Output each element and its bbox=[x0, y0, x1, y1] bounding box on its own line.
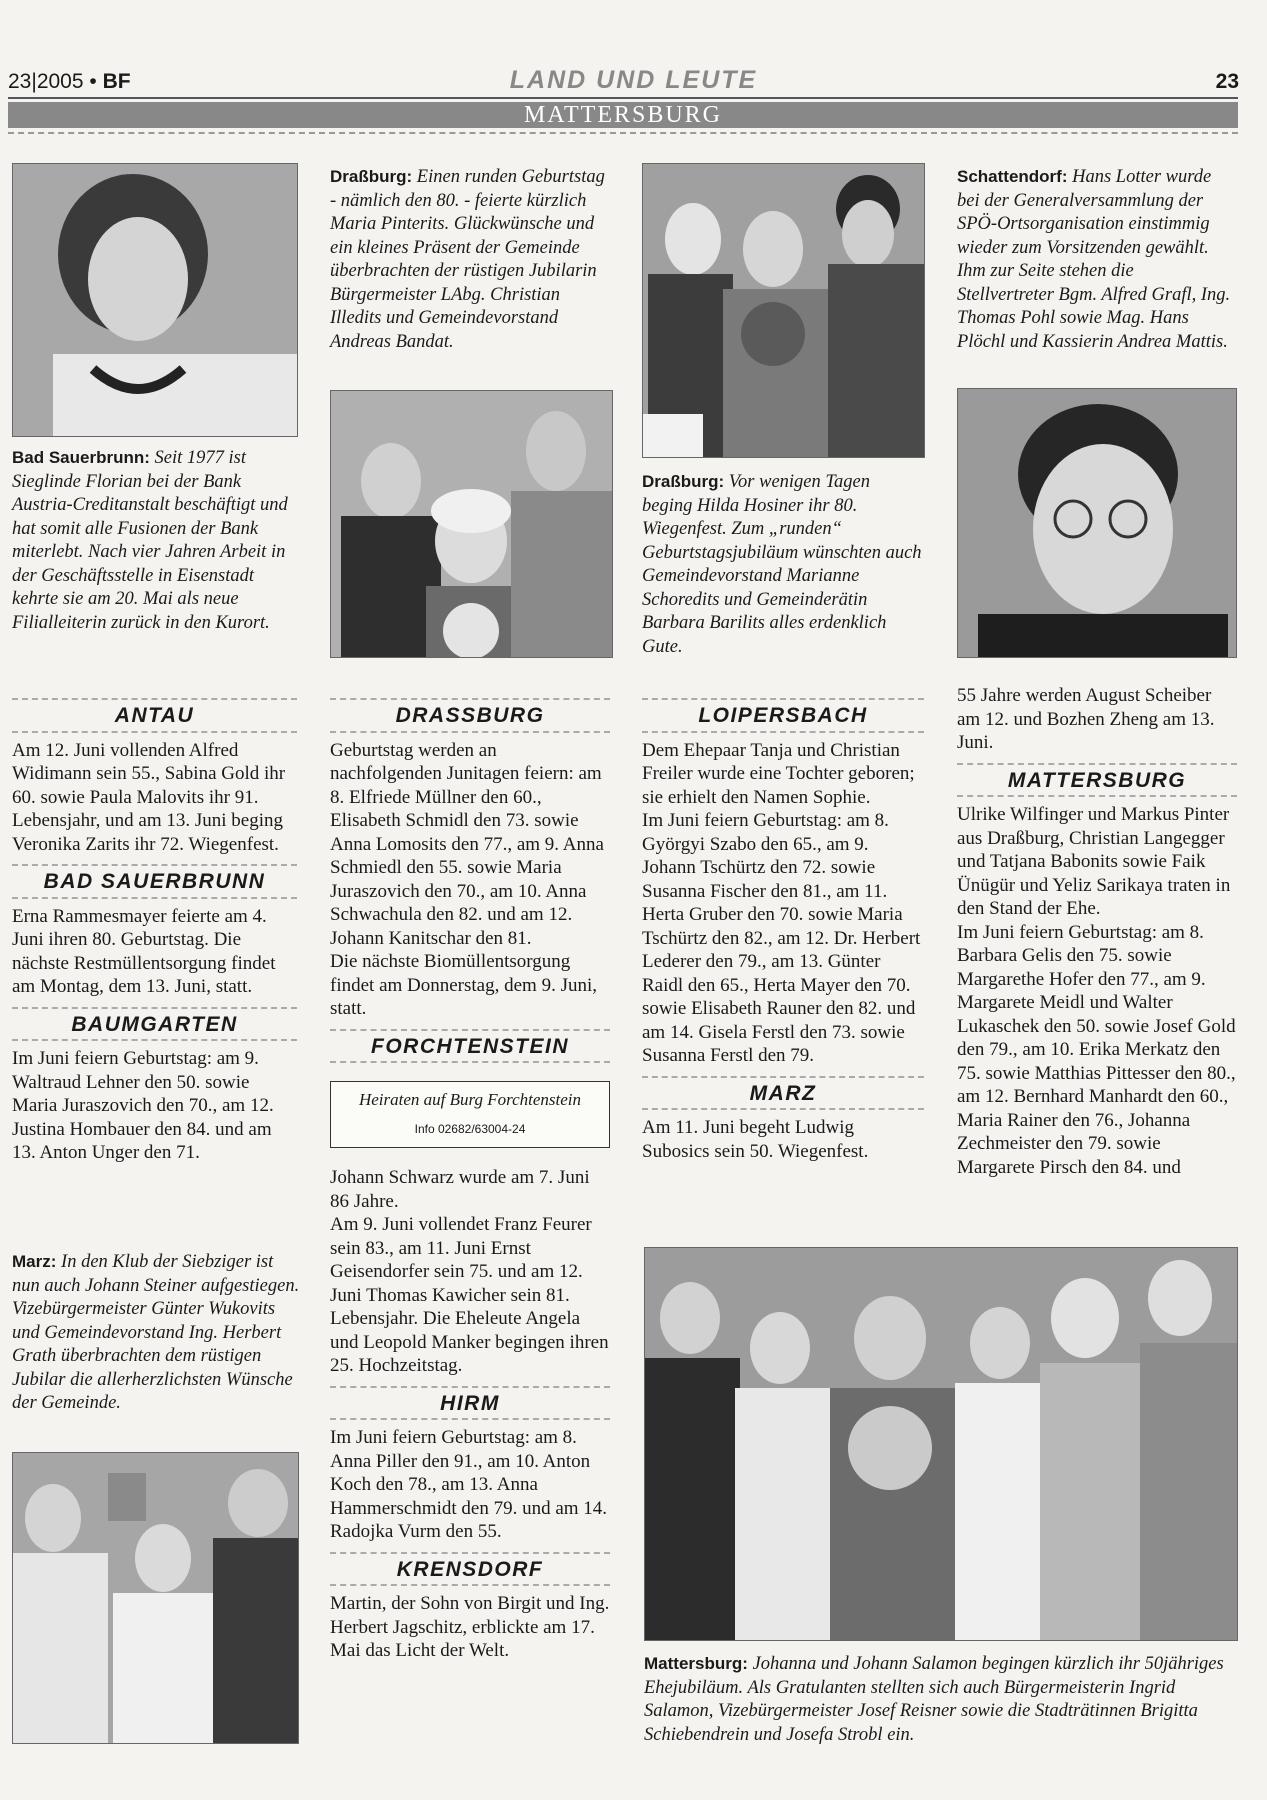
text-antau: Am 12. Juni vollenden Alfred Widimann sein 55., Sabina Gold ihr 60. sowie Paula Malovits ihr 91. Lebensjahr, und am 13. Juni beging Veronika Zarits ihr 72. Wiegenfest. bbox=[12, 739, 286, 855]
brand: BF bbox=[102, 70, 131, 93]
column-1 bbox=[12, 690, 297, 1165]
column-2 bbox=[330, 690, 610, 1663]
photo-salamon-jubilee bbox=[644, 1247, 1238, 1641]
caption-mattersburg: Mattersburg: Johanna und Johann Salamon begingen kürzlich ihr 50jähriges Ehejubiläum. Als Gratulanten stellten sich auch Bürgermeisterin Ingrid Salamon, Vizebürgermeister Josef Reisner sowie die Stadträtinnen Brigitta Schiebendrein und Josefa Strobl ein. bbox=[644, 1654, 1224, 1745]
text-forchtenstein-2: Am 9. Juni vollendet Franz Feurer sein 83., am 11. Juni Ernst Geisendorfer sein 75. und am 12. Juni Thomas Kawicher sein 81. Lebensjahr. Die Eheleute Angela und Leopold Manker begingen ihren 25. Hochzeitstag. bbox=[330, 1214, 609, 1376]
caption-bad-sauerbrunn: Bad Sauerbrunn: Seit 1977 ist Sieglinde Florian bei der Bank Austria-Creditanstalt beschäftigt und hat somit alle Fusionen der Bank miterlebt. Nach vier Jahren Arbeit in der Geschäftsstelle in Eisenstadt kehrte sie am 20. Mai als neue Filialleiterin zurück in den Kurort. bbox=[12, 448, 288, 633]
text-mattersburg: Ulrike Wilfinger und Markus Pinter aus Draßburg, Christian Langegger und Tatjana Babonits sowie Faik Ünügür und Yeliz Sarikaya traten in den Stand der Ehe. bbox=[957, 804, 1231, 919]
heading-bad-sauerbrunn: BAD SAUERBRUNN bbox=[12, 864, 297, 899]
heading-marz: MARZ bbox=[642, 1076, 924, 1111]
heading-loipersbach: LOIPERSBACH bbox=[642, 698, 924, 733]
heading-mattersburg: MATTERSBURG bbox=[957, 763, 1237, 798]
text-marz: Am 11. Juni begeht Ludwig Subosics sein 50. Wiegenfest. bbox=[642, 1117, 869, 1162]
photo-johann-steiner bbox=[12, 1452, 299, 1744]
heading-baumgarten: BAUMGARTEN bbox=[12, 1007, 297, 1042]
caption-drassburg-hosiner: Draßburg: Vor wenigen Tagen beging Hilda Hosiner ihr 80. Wiegenfest. Zum „runden“ Geburtstagsjubiläum wünschten auch Gemeindevorstand Marianne Schoredits und Gemeinderätin Barbara Barilits alles erdenklich Gute. bbox=[642, 472, 922, 657]
issue-info: 23|2005 • BF bbox=[8, 70, 131, 93]
ad-info: Info 02682/63004-24 bbox=[414, 1121, 526, 1136]
caption-drassburg-pinterits: Draßburg: Einen runden Geburtstag - nämlich den 80. - feierte kürzlich Maria Pinterits. Glückwünsche und ein kleines Präsent der Gemeinde überbrachten der rüstigen Jubilarin Bürgermeister LAbg. Christian Illedits und Gemeindevorstand Andreas Bandat. bbox=[330, 167, 605, 352]
text-continuation: 55 Jahre werden August Scheiber am 12. und Bozhen Zheng am 13. Juni. bbox=[957, 685, 1215, 753]
text-loipersbach: Dem Ehepaar Tanja und Christian Freiler wurde eine Tochter geboren; sie erhielt den Namen Sophie. bbox=[642, 739, 915, 808]
text-forchtenstein: Johann Schwarz wurde am 7. Juni 86 Jahre. bbox=[330, 1167, 590, 1212]
text-baumgarten: Im Juni feiern Geburtstag: am 9. Waltraud Lehner den 50. sowie Maria Juraszovich den 70., am 12. Justina Hombauer den 84. und am 13. Anton Unger den 71. bbox=[12, 1048, 274, 1163]
column-3 bbox=[642, 690, 924, 1163]
caption-schattendorf: Schattendorf: Hans Lotter wurde bei der Generalversammlung der SPÖ-Ortsorganisation einstimmig wieder zum Vorsitzenden gewählt. Ihm zur Seite stehen die Stellvertreter Bgm. Alfred Grafl, Ing. Thomas Pohl sowie Mag. Hans Plöchl und Kassierin Andrea Mattis. bbox=[957, 167, 1231, 352]
text-mattersburg-2: Im Juni feiern Geburtstag: am 8. Barbara Gelis den 75. sowie Margarethe Hofer den 77., am 9. Margarete Meidl und Walter Lukaschek den 50. sowie Josef Gold den 79., am 10. Erika Merkatz den 75. sowie Matthias Pittesser den 80., am 12. Bernhard Manhardt den 60., Maria Rainer den 76., Johanna Zechmeister den 79. sowie Margarete Pirsch den 84. und bbox=[957, 921, 1236, 1178]
page-number: 23 bbox=[1215, 70, 1239, 93]
text-krensdorf: Martin, der Sohn von Birgit und Ing. Herbert Jagschitz, erblickte am 17. Mai das Licht der Welt. bbox=[330, 1593, 610, 1661]
advertisement-box bbox=[330, 1081, 610, 1148]
header-rule bbox=[8, 97, 1238, 99]
heading-forchtenstein: FORCHTENSTEIN bbox=[330, 1029, 610, 1064]
text-bad-sauerbrunn: Erna Rammesmayer feierte am 4. Juni ihren 80. Geburtstag. Die nächste Restmüllentsorgung findet am Montag, dem 13. Juni, statt. bbox=[12, 905, 276, 997]
ad-title: Heiraten auf Burg Forchtenstein bbox=[358, 1090, 582, 1109]
section-title: LAND UND LEUTE bbox=[509, 66, 758, 94]
caption-marz: Marz: In den Klub der Siebziger ist nun auch Johann Steiner aufgestiegen. Vizebürgermeister Günter Wukovits und Gemeindevorstand Ing. Herbert Grath überbrachten dem rüstigen Jubilar die allerherzlichsten Wünsche der Gemeinde. bbox=[12, 1252, 300, 1413]
region-bar: MATTERSBURG bbox=[8, 102, 1238, 128]
photo-hilda-hosiner bbox=[642, 163, 925, 458]
text-drassburg-2: Die nächste Biomüllentsorgung findet am Donnerstag, dem 9. Juni, statt. bbox=[330, 951, 598, 1019]
text-drassburg: Geburtstag werden an nachfolgenden Junitagen feiern: am 8. Elfriede Müllner den 60., Elisabeth Schmidl den 73. sowie Anna Lomosits den 77., am 9. Anna Schmiedl den 55. sowie Maria Juraszovich den 70., am 10. Anna Schwachula den 82. und am 12. Johann Kanitschar den 81. bbox=[330, 739, 604, 949]
text-loipersbach-2: Im Juni feiern Geburtstag: am 8. Györgyi Szabo den 65., am 9. Johann Tschürtz den 72. sowie Susanna Fischer den 81., am 11. Herta Gruber den 70. sowie Maria Tschürtz den 82., am 12. Dr. Herbert Lederer den 79., am 13. Günter Raidl den 65., Herta Mayer den 70. sowie Elisabeth Rauner den 82. und am 14. Gisela Ferstl den 73. sowie Susanna Ferstl den 79. bbox=[642, 810, 921, 1066]
heading-drassburg: DRASSBURG bbox=[330, 698, 610, 733]
heading-krensdorf: KRENSDORF bbox=[330, 1552, 610, 1587]
heading-antau: ANTAU bbox=[12, 698, 297, 733]
heading-hirm: HIRM bbox=[330, 1386, 610, 1421]
photo-hans-lotter bbox=[957, 388, 1237, 658]
photo-sieglinde-florian bbox=[12, 163, 298, 437]
divider bbox=[8, 132, 1238, 134]
photo-maria-pinterits bbox=[330, 390, 613, 658]
column-4 bbox=[957, 684, 1237, 1179]
text-hirm: Im Juni feiern Geburtstag: am 8. Anna Piller den 91., am 10. Anton Koch den 78., am 13. Anna Hammerschmidt den 79. und am 14. Radojka Vurm den 55. bbox=[330, 1427, 608, 1542]
